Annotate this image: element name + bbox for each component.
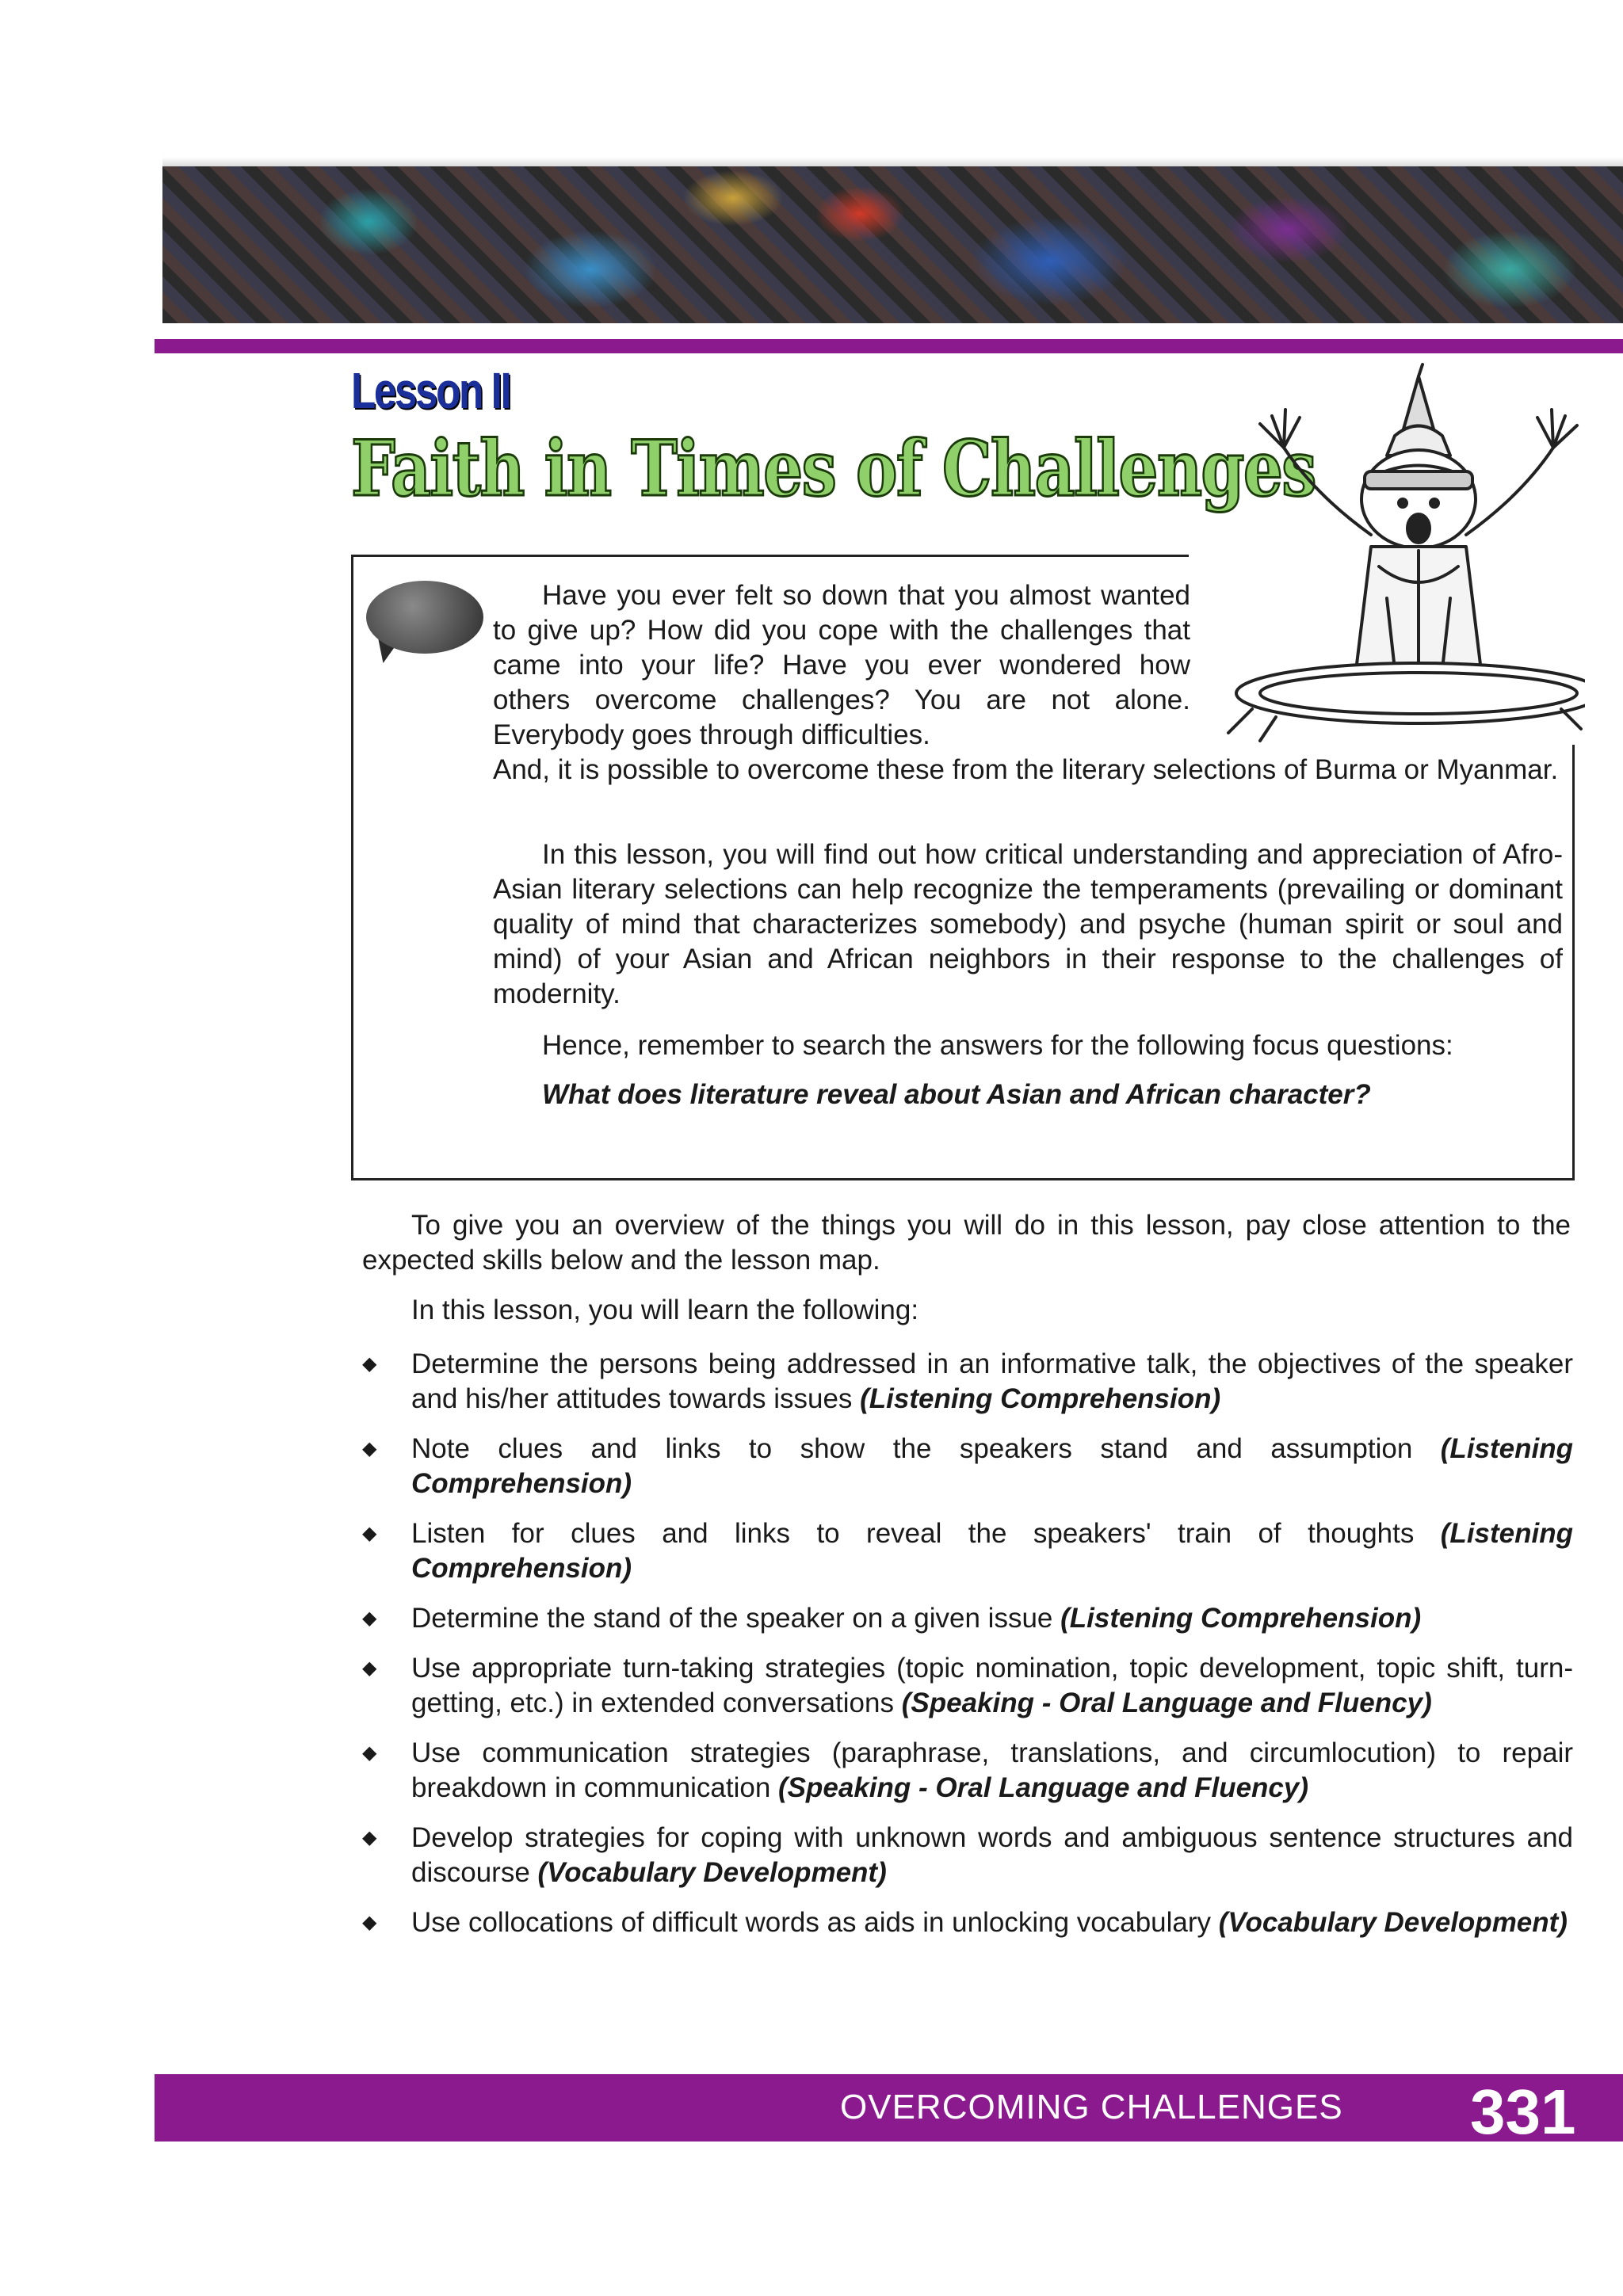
intro-paragraph-1b: And, it is possible to overcome these from the literary selections of Burma or Myanmar. bbox=[493, 754, 1559, 785]
list-item bbox=[361, 1651, 1573, 1721]
bullet-icon: ◆ bbox=[362, 1657, 377, 1679]
bullet-icon: ◆ bbox=[362, 1912, 377, 1933]
skill-text: Develop strategies for coping with unknown words and ambiguous sentence structures and discourse bbox=[411, 1822, 1573, 1888]
list-item bbox=[361, 1905, 1573, 1940]
decorative-banner-image bbox=[162, 166, 1623, 323]
skill-tag: (Listening Comprehension) bbox=[860, 1383, 1221, 1414]
skill-text: Use appropriate turn-taking strategies (topic nomination, topic development, topic shift, turn-getting, etc.) in extended conversations bbox=[411, 1653, 1573, 1718]
list-item bbox=[361, 1821, 1573, 1890]
skill-tag: (Listening Comprehension) bbox=[1060, 1603, 1422, 1634]
list-item bbox=[361, 1601, 1573, 1636]
skill-text: Use collocations of difficult words as aids in unlocking vocabulary bbox=[411, 1907, 1219, 1938]
lesson-label: Lesson II bbox=[351, 362, 510, 419]
list-item bbox=[361, 1347, 1573, 1417]
focus-question: What does literature reveal about Asian and African character? bbox=[542, 1079, 1371, 1110]
skill-text: Note clues and links to show the speakers stand and assumption bbox=[411, 1433, 1441, 1464]
skill-text: Determine the persons being addressed in an informative talk, the objectives of the speaker and his/her attitudes towards issues bbox=[411, 1348, 1573, 1414]
list-item bbox=[361, 1736, 1573, 1806]
bullet-icon: ◆ bbox=[362, 1742, 377, 1764]
footer-section-title: OVERCOMING CHALLENGES bbox=[840, 2088, 1343, 2126]
page-number: 331 bbox=[1470, 2077, 1576, 2147]
overview-paragraph: To give you an overview of the things you will do in this lesson, pay close attention to the expected skills below and the lesson map. bbox=[362, 1210, 1571, 1276]
skills-list bbox=[361, 1347, 1573, 1955]
skill-tag: (Speaking - Oral Language and Fluency) bbox=[778, 1772, 1309, 1803]
bullet-icon: ◆ bbox=[362, 1523, 377, 1544]
speech-bubble-icon bbox=[366, 581, 483, 654]
skill-tag: (Listening Comprehension) bbox=[411, 1433, 1573, 1499]
skill-text: Listen for clues and links to reveal the speakers' train of thoughts bbox=[411, 1518, 1441, 1549]
header-rule bbox=[155, 339, 1623, 353]
bullet-icon: ◆ bbox=[362, 1353, 377, 1375]
bullet-icon: ◆ bbox=[362, 1438, 377, 1459]
bullet-icon: ◆ bbox=[362, 1827, 377, 1848]
intro-paragraph-1a: Have you ever felt so down that you almost wanted to give up? How did you cope with the challenges that came into your life? Have you ever wondered how others overcome challenges? You are not alone. Everybody goes through difficulties. bbox=[493, 580, 1190, 750]
skill-text: Use communication strategies (paraphrase, translations, and circumlocution) to repair breakdown in communication bbox=[411, 1737, 1573, 1803]
praying-figure-illustration bbox=[1181, 360, 1585, 757]
skill-text: Determine the stand of the speaker on a given issue bbox=[411, 1603, 1061, 1634]
lesson-title: Faith in Times of Challenges bbox=[351, 424, 1316, 513]
skill-tag: (Vocabulary Development) bbox=[537, 1857, 887, 1888]
skill-tag: (Vocabulary Development) bbox=[1218, 1907, 1568, 1938]
intro-paragraph-2: In this lesson, you will find out how critical understanding and appreciation of Afro-Asian literary selections can help recognize the temperaments (prevailing or dominant quality of mind that characterizes somebody) and psyche (human spirit or soul and mind) of your Asian and African neighbors in their response to the challenges of modernity. bbox=[493, 839, 1563, 1009]
list-item bbox=[361, 1516, 1573, 1586]
intro-paragraph-3: Hence, remember to search the answers for the following focus questions: bbox=[542, 1030, 1453, 1061]
skill-tag: (Speaking - Oral Language and Fluency) bbox=[901, 1688, 1432, 1718]
skill-tag: (Listening Comprehension) bbox=[411, 1518, 1573, 1584]
learn-intro: In this lesson, you will learn the following: bbox=[411, 1295, 919, 1325]
bullet-icon: ◆ bbox=[362, 1608, 377, 1629]
list-item bbox=[361, 1432, 1573, 1501]
